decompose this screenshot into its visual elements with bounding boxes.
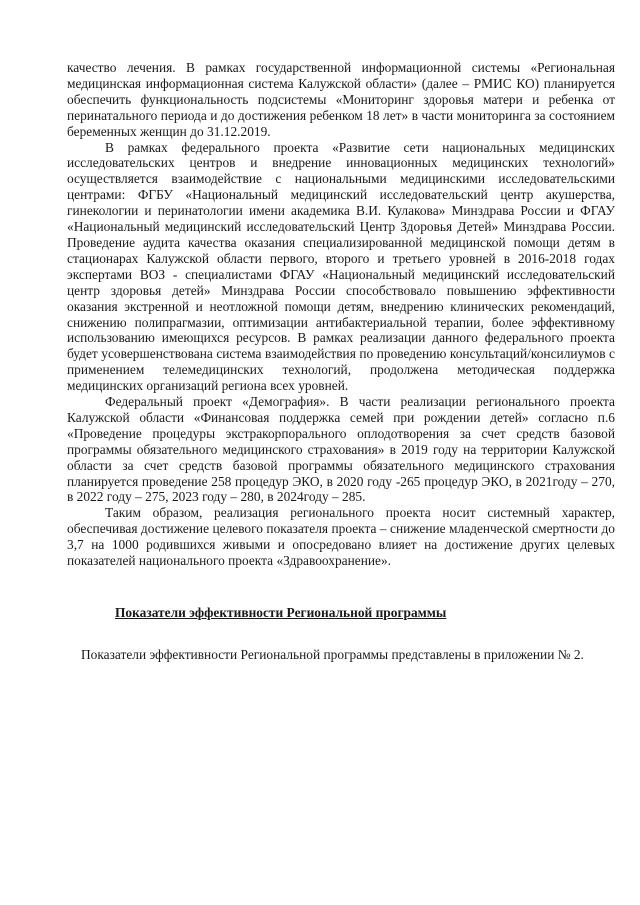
paragraph-demography: Федеральный проект «Демография». В части реализации регионального проекта Калужской области «Финансовая поддержка семей при рождении детей» согласно п.6 «Проведение процедуры экстракорпорального оплодотворения за счет средств базовой программы обязательного медицинского страхования» в 2019 году на территории Калужской области за счет средств базовой программы обязательного медицинского страхования планируется проведение 258 процедур ЭКО, в 2020 году -265 процедур ЭКО, в 2021году – 270, в 2022 году – 275, 2023 году – 280, в 2024году – 285. xyxy=(67,394,615,505)
paragraph-continuation: качество лечения. В рамках государственной информационной системы «Региональная медицинская информационная система Калужской области» (далее – РМИС КО) планируется обеспечить функциональность подсистемы «Мониторинг здоровья матери и ребенка от перинатального периода и до достижения ребенком 18 лет» в части мониторинга за состоянием беременных женщин до 31.12.2019. xyxy=(67,60,615,139)
paragraph-federal-project-centers: В рамках федерального проекта «Развитие сети национальных медицинских исследовательских центров и внедрение инновационных медицинских технологий» осуществляется взаимодействие с национальными медицинскими исследовательскими центрами: ФГБУ «Национальный медицинский исследовательский центр акушерства, гинекологии и перинатологии имени академика В.И. Кулакова» Минздрава России и ФГАУ «Национальный медицинский исследовательский Центр Здоровья Детей» Минздрава России. Проведение аудита качества оказания специализированной медицинской помощи детям в стационарах Калужской области первого, второго и третьего уровней в 2016-2018 годах экспертами ВОЗ - специалистами ФГАУ «Национальный медицинский исследовательский центр здоровья детей» Минздрава России способствовало повышению эффективности оказания экстренной и неотложной помощи детям, внедрению клинических рекомендаций, снижению полипрагмазии, оптимизации антибактериальной терапии, более эффективному использованию имеющихся ресурсов. В рамках реализации данного федерального проекта будет усовершенствована система взаимодействия по проведению консультаций/консилиумов с применением телемедицинских технологий, продолжена методическая поддержка медицинских организаций региона всех уровней. xyxy=(67,139,615,394)
section-heading: Показатели эффективности Региональной программы xyxy=(115,605,447,620)
paragraph-conclusion: Таким образом, реализация регионального проекта носит системный характер, обеспечивая достижение целевого показателя проекта – снижение младенческой смертности до 3,7 на 1000 родившихся живыми и опосредовано влияет на достижение других целевых показателей национального проекта «Здравоохранение». xyxy=(67,505,615,569)
paragraph-indicators: Показатели эффективности Региональной программы представлены в приложении № 2. xyxy=(81,646,584,662)
document-page xyxy=(67,60,615,663)
